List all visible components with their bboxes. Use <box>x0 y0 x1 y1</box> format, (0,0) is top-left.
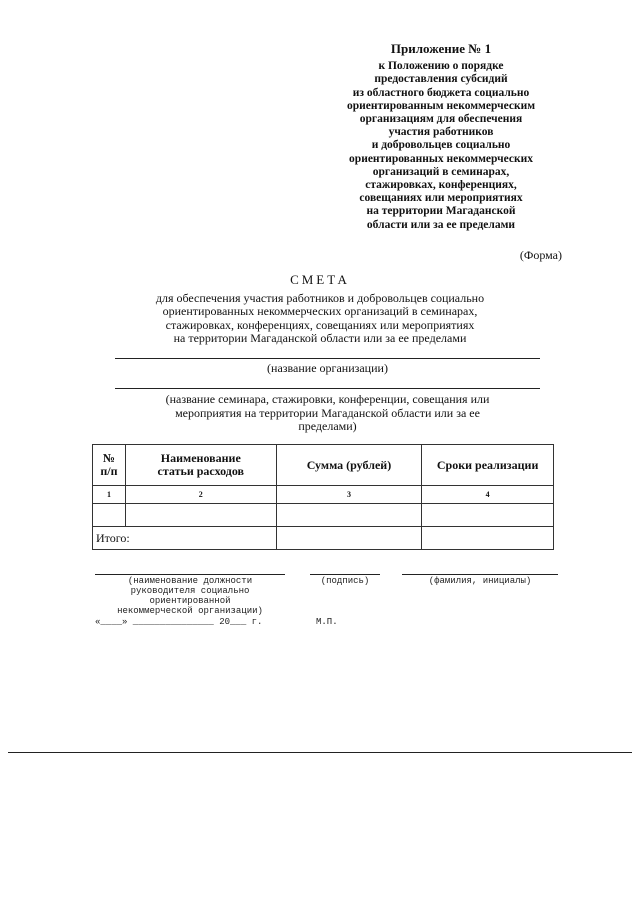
signature-caption: (подпись) <box>320 576 370 586</box>
column-number: 4 <box>422 486 554 504</box>
appendix-block <box>300 42 582 232</box>
header-num-line: п/п <box>100 464 118 478</box>
table-header-row <box>93 445 554 486</box>
purpose-line: стажировках, конференциях, совещаниях или мероприятиях <box>165 317 475 332</box>
position-caption <box>95 576 285 616</box>
org-name-caption: (название организации) <box>267 361 388 375</box>
header-num-line: № <box>102 451 115 465</box>
name-caption: (фамилия, инициалы) <box>428 576 532 586</box>
total-label: Итого: <box>93 527 277 550</box>
table-row <box>93 504 554 527</box>
total-terms-cell[interactable] <box>422 527 554 550</box>
header-item-line: Наименование <box>160 451 241 465</box>
event-caption-line: (название семинара, стажировки, конференции, совещания или <box>165 392 490 406</box>
appendix-line: ориентированным некоммерческим <box>346 99 536 112</box>
appendix-line: на территории Магаданской <box>366 205 516 218</box>
appendix-line: совещаниях или мероприятиях <box>359 192 523 205</box>
appendix-line: ориентированных некоммерческих <box>349 152 533 165</box>
appendix-line: организациям для обеспечения <box>359 113 523 126</box>
signature-fill-line[interactable] <box>310 574 380 575</box>
event-name-fill-line[interactable] <box>115 388 540 389</box>
appendix-line: организаций в семинарах, <box>372 165 510 178</box>
appendix-line: области или за ее пределами <box>366 218 516 231</box>
appendix-line: предоставления субсидий <box>374 73 508 86</box>
total-sum-cell[interactable] <box>276 527 422 550</box>
stamp-place: М.П. <box>316 617 338 627</box>
purpose-line: для обеспечения участия работников и добровольцев социально <box>155 291 485 305</box>
position-caption-line: некоммерческой организации) <box>117 606 263 616</box>
total-row <box>93 527 554 550</box>
position-caption-line: руководителя социально <box>130 586 250 596</box>
page-divider <box>8 752 632 753</box>
header-num <box>93 445 126 486</box>
budget-table <box>92 444 554 550</box>
column-number-row <box>93 486 554 504</box>
header-item-line: статьи расходов <box>157 464 245 478</box>
column-number: 2 <box>125 486 276 504</box>
column-number: 3 <box>276 486 422 504</box>
position-caption-line: ориентированной <box>149 596 231 606</box>
name-fill-line[interactable] <box>402 574 558 575</box>
purpose-line: на территории Магаданской области или за ее пределами <box>173 331 467 346</box>
header-sum: Сумма (рублей) <box>276 445 422 486</box>
event-caption-line: мероприятия на территории Магаданской области или за ее <box>175 405 480 420</box>
position-caption-line: (наименование должности <box>127 576 253 586</box>
table-cell[interactable] <box>125 504 276 527</box>
org-name-fill-line[interactable] <box>115 358 540 359</box>
table-cell[interactable] <box>276 504 422 527</box>
document-purpose <box>100 292 540 346</box>
table-cell[interactable] <box>93 504 126 527</box>
appendix-line: к Положению о порядке <box>378 60 504 73</box>
document-title: СМЕТА <box>290 272 350 287</box>
event-caption-line: пределами) <box>298 419 357 434</box>
appendix-line: участия работников <box>388 126 494 139</box>
column-number: 1 <box>93 486 126 504</box>
header-item <box>125 445 276 486</box>
purpose-line: ориентированных некоммерческих организаций в семинарах, <box>162 304 478 319</box>
appendix-line: стажировках, конференциях, <box>365 179 517 192</box>
header-terms: Сроки реализации <box>422 445 554 486</box>
event-name-caption <box>105 393 550 434</box>
form-label: (Форма) <box>519 248 562 262</box>
table-cell[interactable] <box>422 504 554 527</box>
position-fill-line[interactable] <box>95 574 285 575</box>
appendix-line: из областного бюджета социально <box>352 86 530 99</box>
appendix-line: и добровольцев социально <box>371 139 511 152</box>
appendix-title: Приложение № 1 <box>390 41 492 56</box>
date-fill-line[interactable]: «____» _______________ 20___ г. <box>95 617 263 627</box>
